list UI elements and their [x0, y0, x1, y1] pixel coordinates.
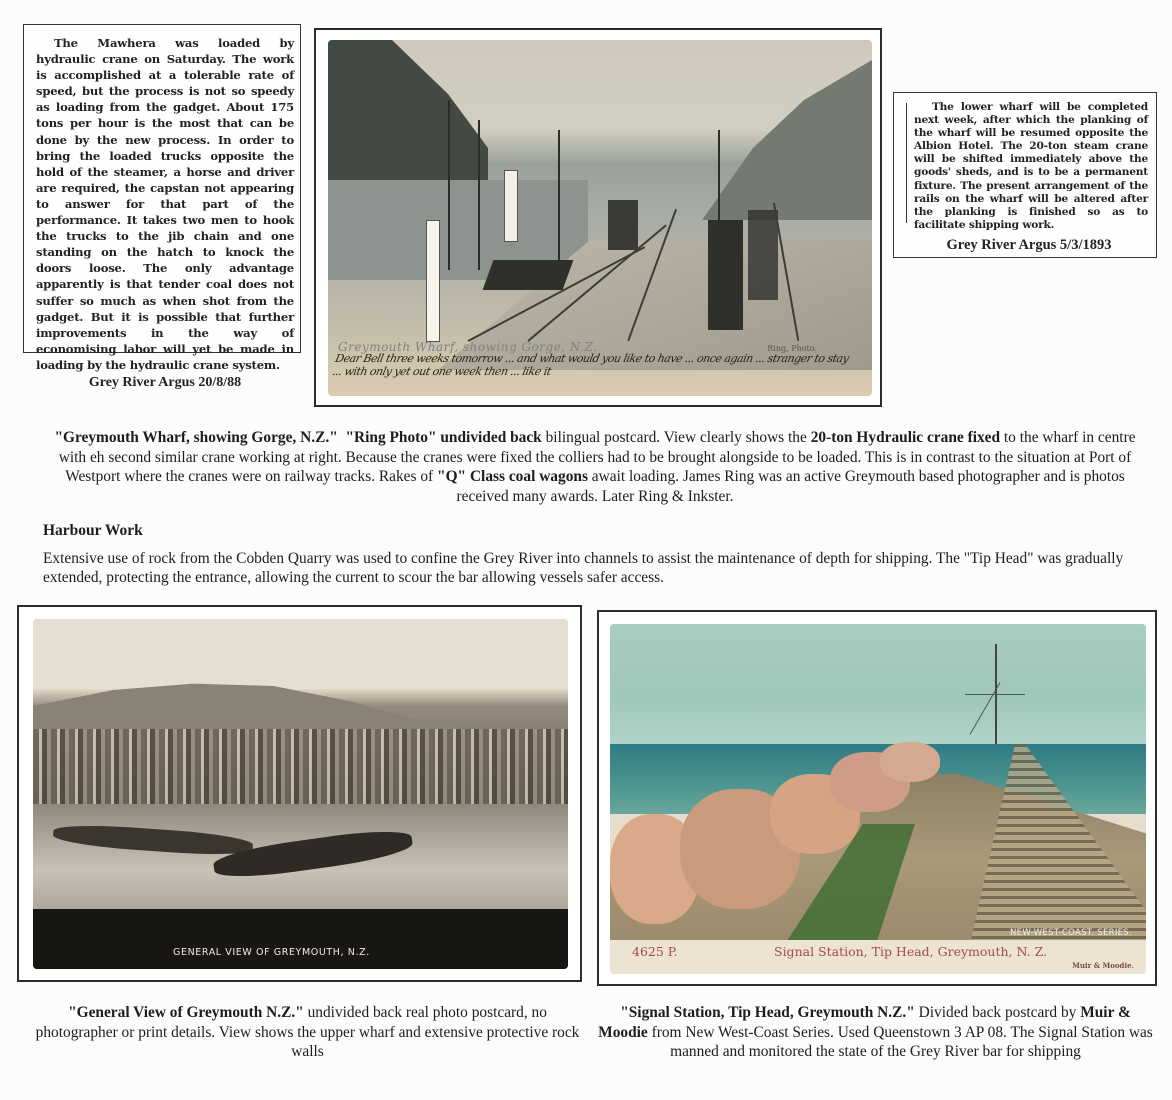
postcard-frame-signal-station	[597, 610, 1157, 986]
description-greymouth-wharf	[40, 428, 1150, 506]
hydraulic-crane	[608, 200, 638, 250]
postcard-printed-caption: Signal Station, Tip Head, Greymouth, N. Z.	[774, 944, 1048, 959]
ship-mast	[558, 130, 560, 260]
sky	[610, 624, 1146, 746]
description-title: "General View of Greymouth N.Z."	[68, 1004, 304, 1021]
ship-funnel	[504, 170, 518, 242]
section-heading-harbour-work: Harbour Work	[43, 522, 143, 539]
postcard-printed-caption: GENERAL VIEW OF GREYMOUTH, N.Z.	[173, 947, 370, 958]
description-text: Divided back postcard by	[914, 1004, 1081, 1021]
description-text: bilingual postcard. View clearly shows the	[541, 429, 811, 446]
clipping-text: The Mawhera was loaded by hydraulic crane on Saturday. The work is accomplished at a tolerable rate of speed, but the process is not so speedy as loading from the gadget. About 175 tons per hour is the most that can be done by the new process. In order to bring the loaded trucks opposite the hold of the steamer, a horse and driver are required, the capstan not appearing to answer for that part of the performance. It takes two men to hook the trucks to the jib chain and one standing on the hatch to knock the doors loose. The only advantage apparently is that tender coal does not suffer so much as when shot from the gadget. But it is possible that further improvements in the way of economising labor will yet be made in loading by the hydraulic crane system.	[36, 36, 294, 372]
clipping-text: The lower wharf will be completed next week, after which the planking of the wharf will be resumed opposite the Albion Hotel. The 20-ton steam crane will be shifted immediately above the goods' sheds, and is to be a permanent fixture. The present arrangement of the rails on the wharf will be altered after the planking is finished so as to facilitate shipping work.	[914, 101, 1148, 231]
ship-mast	[448, 100, 450, 270]
postcard-image-general-view[interactable]	[33, 619, 568, 969]
coal-wagons	[483, 260, 574, 290]
postcard-image-greymouth-wharf[interactable]	[328, 40, 872, 396]
description-general-view	[30, 1003, 585, 1062]
description-publisher: Muir & Moodie	[598, 1004, 1131, 1041]
ship-mast	[718, 130, 720, 220]
description-text: undivided back real photo postcard, no photographer or print details. View shows the upper wharf and extensive protective rock walls	[35, 1004, 580, 1060]
town-buildings	[33, 729, 568, 804]
description-highlight: 20-ton Hydraulic crane fixed	[810, 429, 1001, 446]
description-highlight: "Q" Class coal wagons	[437, 468, 588, 485]
foreground	[33, 909, 568, 969]
ship-mast	[478, 120, 480, 270]
description-title: "Greymouth Wharf, showing Gorge, N.Z."	[54, 429, 338, 446]
coal-wagons	[748, 210, 778, 300]
postcard-image-signal-station[interactable]	[610, 624, 1146, 974]
description-title: "Signal Station, Tip Head, Greymouth N.Z."	[620, 1004, 915, 1021]
description-text: from New West-Coast Series. Used Queenstown 3 AP 08. The Signal Station was manned and monitored the state of the Grey River bar for shipping	[647, 1023, 1153, 1060]
description-photo-label: "Ring Photo" undivided back	[345, 429, 542, 446]
description-signal-station	[598, 1003, 1153, 1062]
coal-wagons	[708, 220, 743, 330]
newspaper-clipping-1893	[893, 92, 1157, 258]
photographer-credit: Ring, Photo.	[767, 344, 817, 353]
section-text-harbour-work: Extensive use of rock from the Cobden Quarry was used to confine the Grey River into channels to assist the maintenance of depth for shipping. The "Tip Head" was gradually extended, protecting the entrance, allowing the current to scour the bar allowing vessels safer access.	[43, 550, 1124, 586]
boulder	[880, 742, 940, 782]
publisher-imprint: Muir & Moodie.	[1072, 961, 1134, 970]
lighthouse-post	[426, 220, 440, 342]
postcard-frame-greymouth-wharf	[314, 28, 882, 407]
newspaper-clipping-1888	[23, 24, 301, 390]
description-text: await loading. James Ring was an active Greymouth based photographer and is photos received many awards. Later Ring & Inkster.	[456, 468, 1125, 505]
signal-yard	[965, 694, 1025, 695]
catalogue-number: 4625 P.	[632, 944, 678, 959]
handwritten-message: Dear Bell three weeks tomorrow ... and what would you like to have ... once again ... stranger to stay ... with only yet out one week then ... like it	[331, 352, 850, 378]
sky	[33, 619, 568, 689]
clipping-source: Grey River Argus 20/8/88	[88, 374, 242, 390]
postcard-printed-caption: Greymouth Wharf, showing Gorge, N.Z.	[338, 340, 598, 354]
column-rule	[906, 103, 907, 223]
postcard-frame-general-view	[17, 605, 582, 982]
description-text: to the wharf in centre with eh second similar crane working at right. Because the cranes were fixed the colliers had to be brought alongside to be loaded. This is in contrast to the situation at Port of Westport where the cranes were on railway tracks. Rakes of	[58, 429, 1136, 485]
series-label: NEW-WEST-COAST. SERIES.	[1010, 928, 1132, 938]
gorge-hill-right	[702, 60, 872, 220]
clipping-source: Grey River Argus 5/3/1893	[946, 236, 1112, 253]
